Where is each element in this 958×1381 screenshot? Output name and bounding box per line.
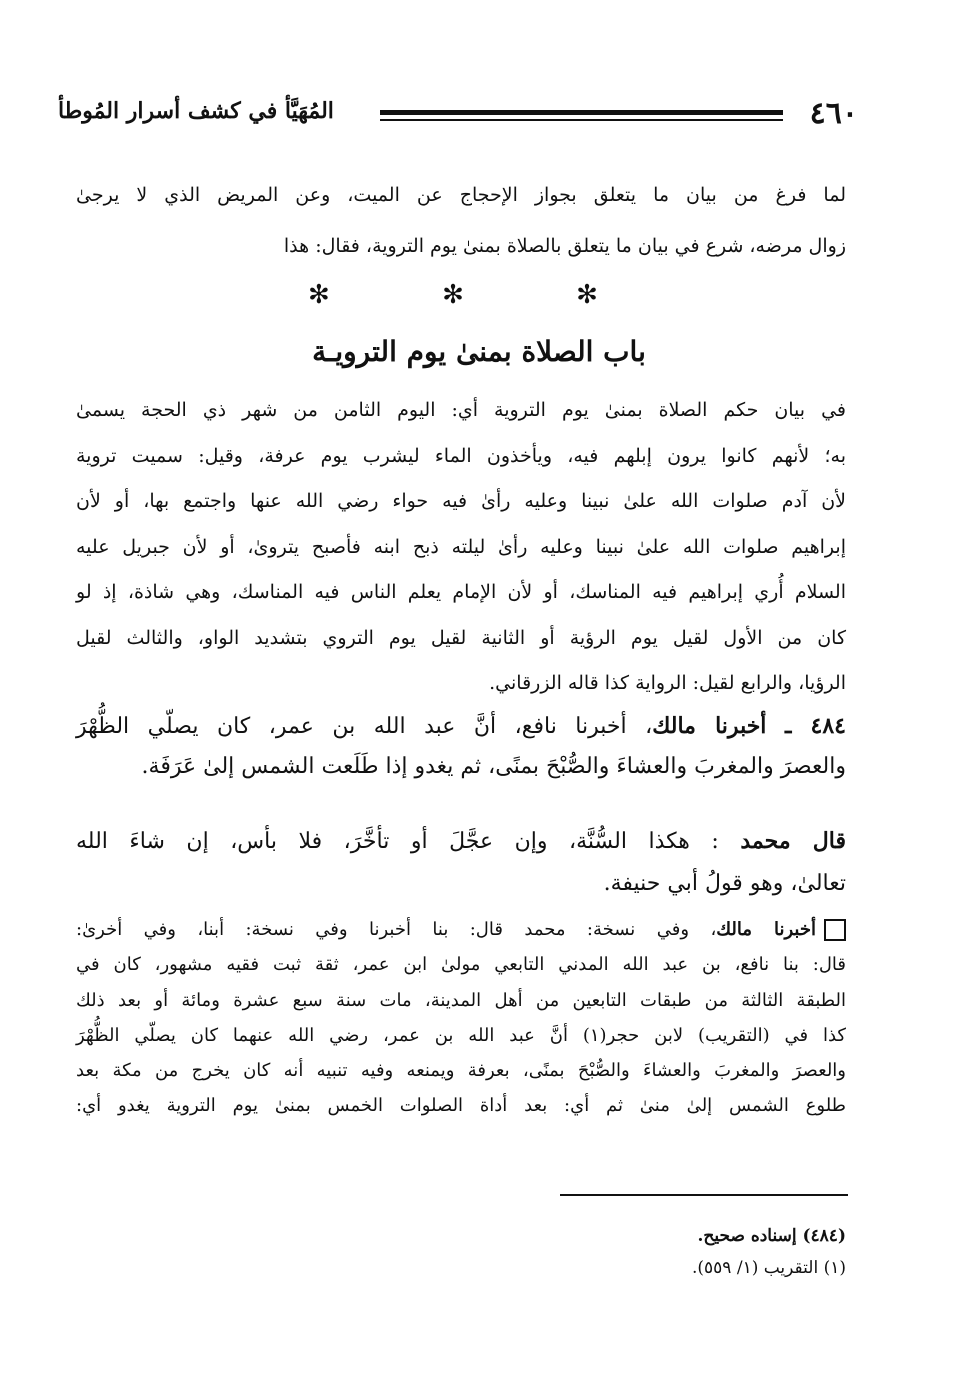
hadith-484 <box>76 706 846 787</box>
hadith-number: ٤٨٤ ـ <box>784 713 846 739</box>
chapter-line: الرؤيا، والرابع لقيل: الرواية كذا قاله الزرقاني. <box>489 672 846 694</box>
muhammad-label: قال محمد <box>740 828 846 854</box>
square-marker-icon <box>824 919 846 941</box>
muhammad-line: تعالىٰ، وهو قولُ أبي حنيفة. <box>603 871 846 896</box>
header-rule-thick <box>380 110 783 115</box>
chapter-body <box>76 388 846 707</box>
footnote-rule <box>560 1194 848 1196</box>
running-title: المُهَيَّأ في كشف أسرار المُوطأ <box>58 98 334 124</box>
intro-paragraph <box>76 170 846 272</box>
section-separator: ✻ ✻ ✻ <box>308 280 650 310</box>
muhammad-text: : هكذا السُّنَّة، وإن عجَّلَ أو تأخَّرَ، فلا بأس، إن شاءَ الله <box>76 829 719 854</box>
footnote-484: (٤٨٤) إسناده صحيح. <box>697 1226 846 1246</box>
header-rule-thin <box>380 119 783 121</box>
commentary-line: والعصرَ والمغربَ والعشاءَ والصُّبْحَ بمنًى، بعرفة ويمنعه وفيه تنبيه أنه كان يخرج من مكة بعد <box>76 1060 846 1082</box>
commentary-text: ، وفي نسخة: محمد قال: بنا أخبرنا وفي نسخة: أبنا، وفي أخرىٰ: <box>76 919 717 940</box>
intro-line: لما فرغ من بيان ما يتعلق بجواز الإحجاج عن الميت، وعن المريض الذي لا يرجىٰ <box>76 184 846 206</box>
chapter-line: إبراهيم صلوات الله علىٰ نبينا وعليه رأىٰ ليلته ذبح ابنه فأصبح يتروىٰ، أو لأن جبريل عليه <box>76 535 846 558</box>
footnotes <box>76 1220 846 1284</box>
commentary-line: كذا في (التقريب) لابن حجر(١) أنَّ عبد الله بن عمر، رضي الله عنهما كان يصلّي الظُّهْرَ <box>76 1024 847 1046</box>
commentary <box>76 912 846 1124</box>
chapter-title: باب الصلاة بمنىٰ يوم الترويـة <box>312 335 646 368</box>
page-number: ٤٦٠ <box>809 96 858 131</box>
commentary-line: طلوع الشمس إلىٰ منىٰ ثم أي: بعد أداة الصلوات الخمس بمنىٰ يوم التروية يغدو أي: <box>76 1095 846 1117</box>
hadith-line: والعصرَ والمغربَ والعشاءَ والصُّبْحَ بمنًى، ثم يغدو إذا طَلَعت الشمس إلىٰ عَرَفَة. <box>141 754 846 779</box>
commentary-line: الطبقة الثالثة من طبقات التابعين من أهل المدينة، مات سنة سبع عشرة ومائة أو بعد ذلك <box>76 989 846 1011</box>
footnote-1: (١) التقريب (١/ ٥٥٩). <box>691 1258 846 1278</box>
hadith-line <box>76 706 846 747</box>
chapter-line: لأن آدم صلوات الله علىٰ نبينا وعليه رأىٰ فيه حواء رضي الله عنها واجتمع بها، أو لأن <box>76 490 846 512</box>
intro-line: زوال مرضه، شرع في بيان ما يتعلق بالصلاة بمنىٰ يوم التروية، فقال: هذا <box>283 235 846 257</box>
muhammad-line <box>76 820 846 863</box>
commentary-lead: أخبرنا مالك <box>716 919 816 940</box>
chapter-line: به؛ لأنهم كانوا يرون إبلهم فيه، ويأخذون الماء ليشرب يوم عرفة، وقيل: سميت تروية <box>76 444 846 467</box>
hadith-narrator: أخبرنا مالك <box>652 713 767 739</box>
hadith-text: ، أخبرنا نافع، أنَّ عبد الله بن عمر، كان يصلّي الظُّهْرَ <box>76 714 653 739</box>
commentary-line <box>76 912 846 947</box>
chapter-line: السلام أُري إبراهيم فيه المناسك، أو لأن الإمام يعلم الناس فيه المناسك، وهي شاذة، إذ لو <box>76 581 846 603</box>
chapter-line: في بيان حكم الصلاة بمنىٰ يوم التروية أي: اليوم الثامن من شهر ذي الحجة يسمىٰ <box>76 399 846 421</box>
commentary-line: قال: بنا نافع، بن عبد الله المدني التابعي مولىٰ ابن عمر، ثقة ثبت فقيه مشهور، كان في <box>76 954 846 976</box>
page-header <box>58 96 858 136</box>
muhammad-statement <box>76 820 846 905</box>
chapter-line: كان من الأول لقيل يوم الرؤية أو الثانية لقيل يوم التروي بتشديد الواو، والثالث لقيل <box>76 626 846 649</box>
